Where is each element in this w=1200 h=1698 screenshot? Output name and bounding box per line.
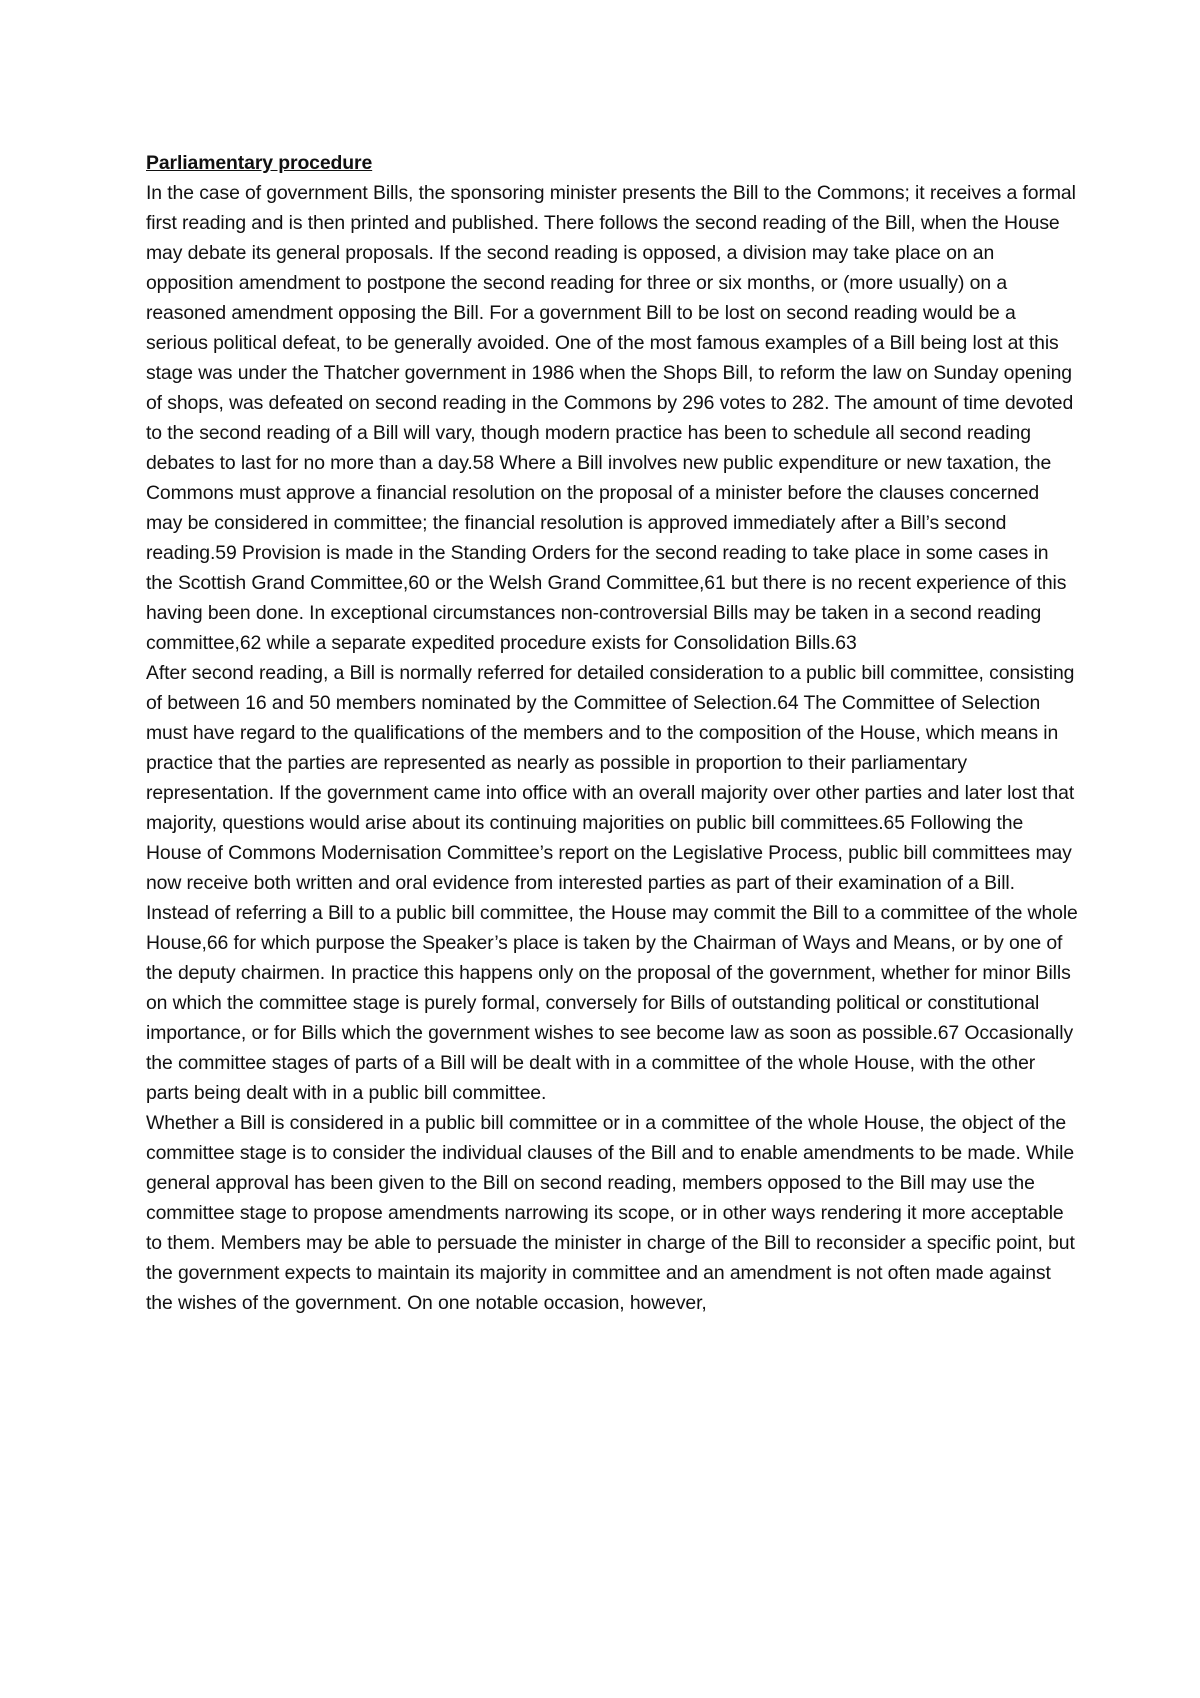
document-page — [146, 148, 1080, 1318]
paragraph-committee-stage: Whether a Bill is considered in a public bill committee or in a committee of the whole House, the object of the committee stage is to consider the individual clauses of the Bill and to enable amendments to be made. While general approval has been given to the Bill on second reading, members opposed to the Bill may use the committee stage to propose amendments narrowing its scope, or in other ways rendering it more acceptable to them. Members may be able to persuade the minister in charge of the Bill to reconsider a specific point, but the government expects to maintain its majority in committee and an amendment is not often made against the wishes of the government. On one notable occasion, however, — [146, 1112, 1075, 1314]
paragraph-committee-whole-house: Instead of referring a Bill to a public bill committee, the House may commit the Bill to a committee of the whole House,66 for which purpose the Speaker’s place is taken by the Chairman of Ways and Means, or by one of the deputy chairmen. In practice this happens only on the proposal of the government, whether for minor Bills on which the committee stage is purely formal, conversely for Bills of outstanding political or constitutional importance, or for Bills which the government wishes to see become law as soon as possible.67 Occasionally the committee stages of parts of a Bill will be dealt with in a committee of the whole House, with the other parts being dealt with in a public bill committee. — [146, 902, 1078, 1104]
paragraph-second-reading: In the case of government Bills, the sponsoring minister presents the Bill to the Commons; it receives a formal first reading and is then printed and published. There follows the second reading of the Bill, when the House may debate its general proposals. If the second reading is opposed, a division may take place on an opposition amendment to postpone the second reading for three or six months, or (more usually) on a reasoned amendment opposing the Bill. For a government Bill to be lost on second reading would be a serious political defeat, to be generally avoided. One of the most famous examples of a Bill being lost at this stage was under the Thatcher government in 1986 when the Shops Bill, to reform the law on Sunday opening of shops, was defeated on second reading in the Commons by 296 votes to 282. The amount of time devoted to the second reading of a Bill will vary, though modern practice has been to schedule all second reading debates to last for no more than a day.58 Where a Bill involves new public expenditure or new taxation, the Commons must approve a financial resolution on the proposal of a minister before the clauses concerned may be considered in committee; the financial resolution is approved immediately after a Bill’s second reading.59 Provision is made in the Standing Orders for the second reading to take place in some cases in the Scottish Grand Committee,60 or the Welsh Grand Committee,61 but there is no recent experience of this having been done. In exceptional circumstances non-controversial Bills may be taken in a second reading committee,62 while a separate expedited procedure exists for Consolidation Bills.63 — [146, 182, 1076, 654]
document-title: Parliamentary procedure — [146, 152, 373, 174]
paragraph-public-bill-committee: After second reading, a Bill is normally referred for detailed consideration to a public bill committee, consisting of between 16 and 50 members nominated by the Committee of Selection.64 The Committee of Selection must have regard to the qualifications of the members and to the composition of the House, which means in practice that the parties are represented as nearly as possible in proportion to their parliamentary representation. If the government came into office with an overall majority over other parties and later lost that majority, questions would arise about its continuing majorities on public bill committees.65 Following the House of Commons Modernisation Committee’s report on the Legislative Process, public bill committees may now receive both written and oral evidence from interested parties as part of their examination of a Bill. — [146, 662, 1075, 894]
